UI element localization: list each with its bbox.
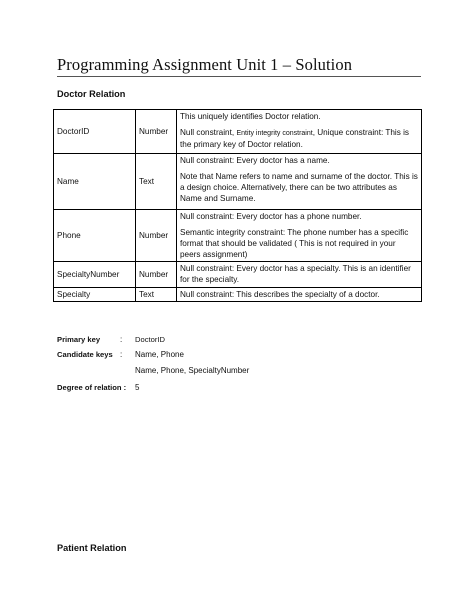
table-row bbox=[54, 262, 422, 288]
description-text: , Unique constraint: This is the primary key of Doctor relation. bbox=[180, 128, 410, 149]
degree-label: Degree of relation : bbox=[57, 383, 127, 392]
document-title: Programming Assignment Unit 1 – Solution bbox=[57, 55, 353, 74]
description-cell bbox=[177, 110, 422, 154]
attribute-cell: Name bbox=[54, 154, 136, 210]
attribute-cell: SpecialtyNumber bbox=[54, 262, 136, 288]
table-row bbox=[54, 288, 422, 302]
table-row bbox=[54, 154, 422, 210]
type-cell: Text bbox=[136, 154, 177, 210]
description-line: Null constraint: Every doctor has a name. bbox=[180, 156, 330, 165]
attribute-cell: Phone bbox=[54, 210, 136, 262]
description-line: Note that Name refers to name and surname of the doctor. This is a design choice. Alternatively, there can be two attributes as Name and Surname. bbox=[180, 172, 418, 203]
description-line: Null constraint: This describes the specialty of a doctor. bbox=[180, 290, 380, 299]
description-cell bbox=[177, 262, 422, 288]
primary-key-label: Primary key bbox=[57, 335, 101, 344]
title-underline bbox=[57, 76, 421, 77]
type-cell: Number bbox=[136, 210, 177, 262]
attribute-cell: DoctorID bbox=[54, 110, 136, 154]
description-cell bbox=[177, 210, 422, 262]
patient-relation-heading: Patient Relation bbox=[57, 543, 127, 553]
candidate-keys-label: Candidate keys bbox=[57, 350, 113, 359]
doctor-relation-table bbox=[53, 109, 422, 302]
type-cell: Number bbox=[136, 262, 177, 288]
description-cell bbox=[177, 288, 422, 302]
description-line: Null constraint: Every doctor has a phone number. bbox=[180, 212, 362, 221]
table-row bbox=[54, 110, 422, 154]
description-cell bbox=[177, 154, 422, 210]
primary-key-value: DoctorID bbox=[135, 335, 165, 344]
type-cell: Number bbox=[136, 110, 177, 154]
description-text-small: Entity integrity constraint bbox=[236, 130, 313, 137]
candidate-key-1: Name, Phone bbox=[135, 350, 184, 359]
attribute-cell: Specialty bbox=[54, 288, 136, 302]
table-row bbox=[54, 210, 422, 262]
description-line: Null constraint: Every doctor has a specialty. This is an identifier for the specialty. bbox=[180, 264, 411, 284]
type-cell: Text bbox=[136, 288, 177, 302]
doctor-relation-heading: Doctor Relation bbox=[57, 89, 126, 99]
description-line bbox=[180, 127, 418, 150]
candidate-keys-colon: : bbox=[120, 350, 123, 359]
description-line: This uniquely identifies Doctor relation. bbox=[180, 112, 321, 121]
description-line: Semantic integrity constraint: The phone number has a specific format that should be validated ( This is not required in your peers assignment) bbox=[180, 228, 409, 259]
candidate-key-2: Name, Phone, SpecialtyNumber bbox=[135, 366, 250, 375]
description-text: Null constraint, bbox=[180, 128, 237, 137]
primary-key-colon: : bbox=[120, 335, 123, 344]
degree-value: 5 bbox=[135, 383, 140, 392]
